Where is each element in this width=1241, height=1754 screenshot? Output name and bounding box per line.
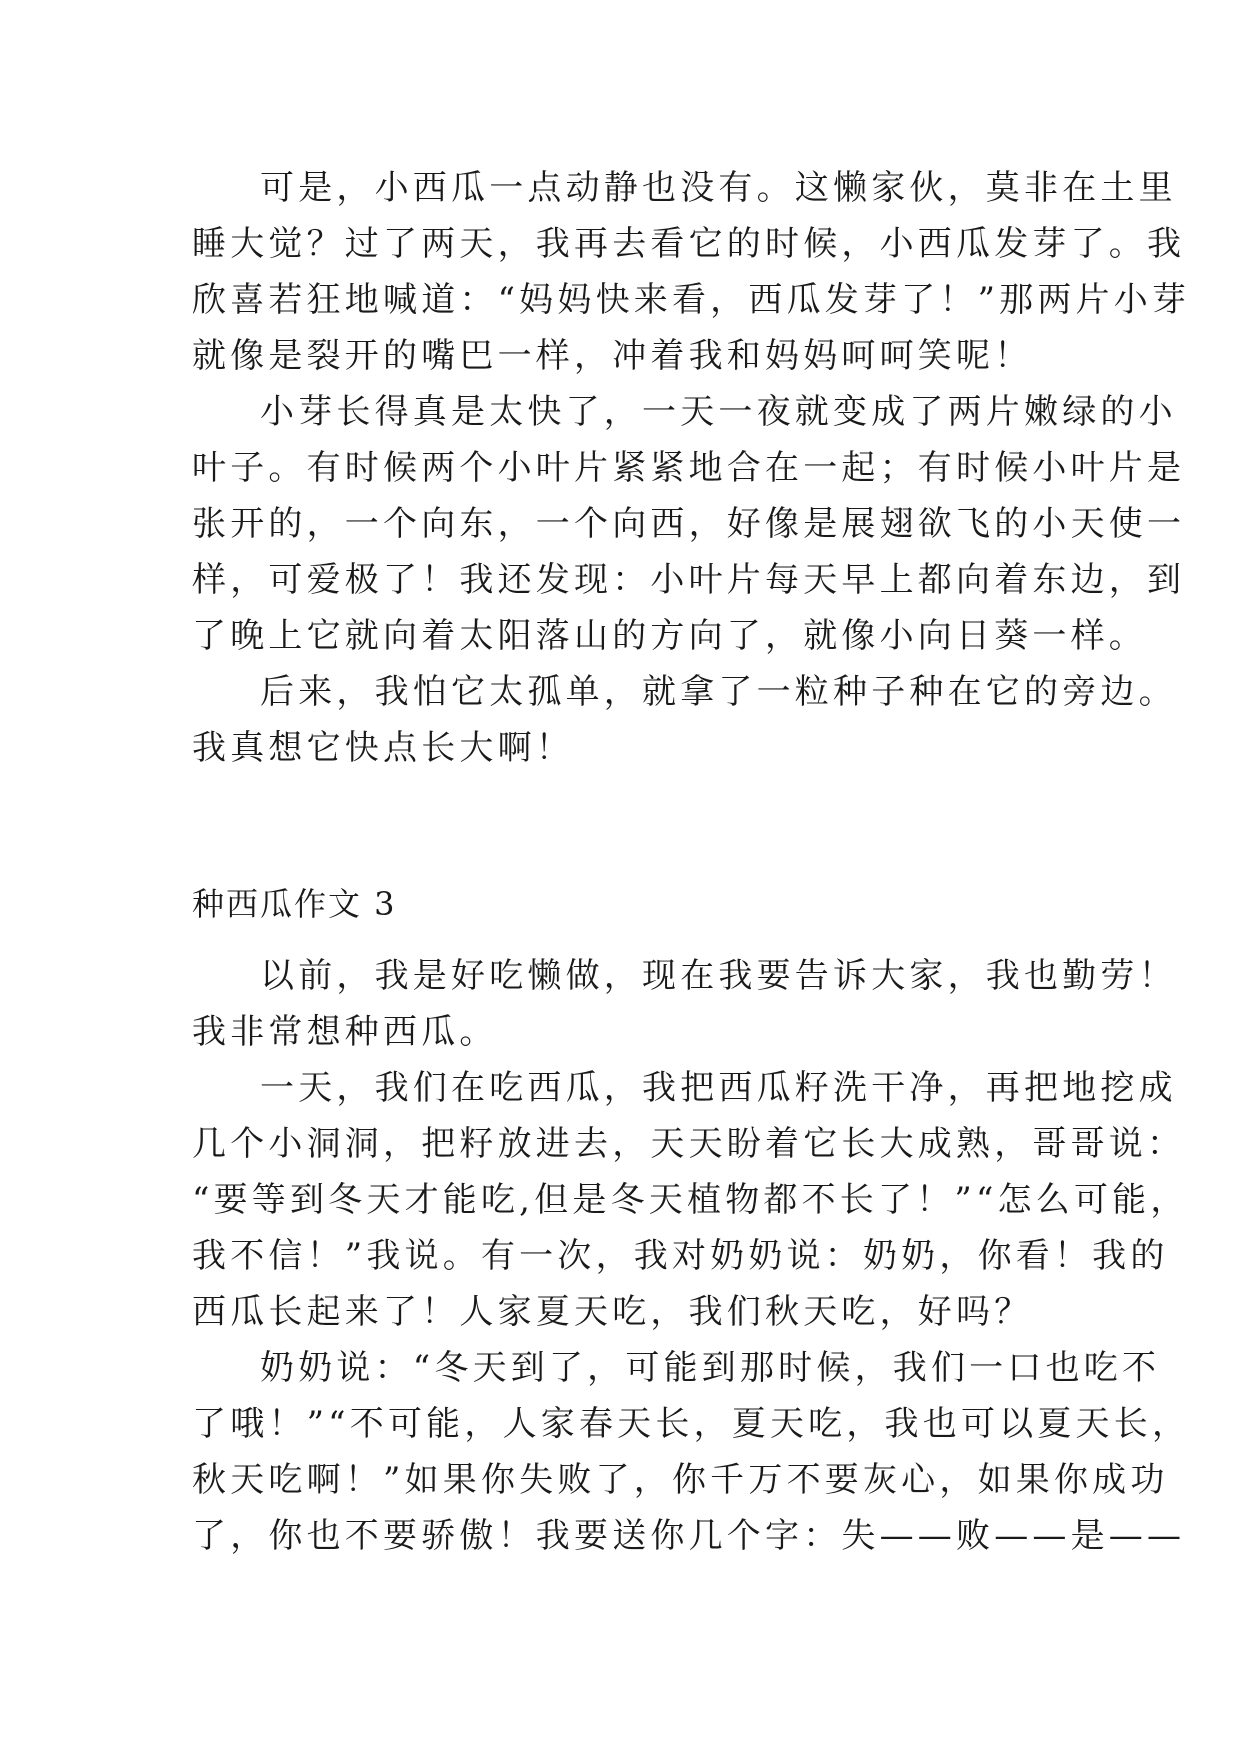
text-line: 睡大觉？过了两天，我再去看它的时候，小西瓜发芽了。我: [192, 224, 1186, 264]
text-line: 一天，我们在吃西瓜，我把西瓜籽洗干净，再把地挖成: [260, 1068, 1177, 1108]
text-line: 了，你也不要骄傲！我要送你几个字：失——败——是——: [192, 1516, 1186, 1556]
paragraph-watermelon-sleeping: [192, 160, 1191, 384]
heading-spacer: [192, 932, 1062, 948]
text-line: 了哦！”“不可能，人家春天长，夏天吃，我也可以夏天长，: [192, 1404, 1191, 1444]
text-line: 张开的，一个向东，一个向西，好像是展翅欲飞的小天使一: [192, 504, 1186, 544]
paragraph-another-seed: [192, 664, 1177, 776]
document-page: [192, 160, 1191, 1564]
text-line: 小芽长得真是太快了，一天一夜就变成了两片嫩绿的小: [260, 392, 1177, 432]
text-line: 以前，我是好吃懒做，现在我要告诉大家，我也勤劳！: [260, 956, 1177, 996]
text-line: 我真想它快点长大啊！: [192, 728, 574, 768]
text-line: 奶奶说：“冬天到了，可能到那时候，我们一口也吃不: [260, 1348, 1161, 1388]
paragraph-sprout-growing: [192, 384, 1186, 664]
paragraph-intro: [192, 948, 1177, 1060]
section-spacer: [192, 776, 1062, 876]
text-line: 我非常想种西瓜。: [192, 1012, 498, 1052]
section-heading: 种西瓜作文 3: [192, 885, 397, 923]
text-line: 我不信！”我说。有一次，我对奶奶说：奶奶，你看！我的: [192, 1236, 1169, 1276]
text-line: 了晚上它就向着太阳落山的方向了，就像小向日葵一样。: [192, 616, 1147, 656]
text-line: 欣喜若狂地喊道：“妈妈快来看，西瓜发芽了！”那两片小芽: [192, 280, 1191, 320]
paragraph-grandma-talk: [192, 1340, 1191, 1564]
text-line: 西瓜长起来了！人家夏天吃，我们秋天吃，好吗？: [192, 1292, 1033, 1332]
text-line: “要等到冬天才能吃,但是冬天植物都不长了！”“怎么可能，: [192, 1180, 1189, 1220]
paragraph-planting-seeds: [192, 1060, 1189, 1340]
text-line: 样，可爱极了！我还发现：小叶片每天早上都向着东边，到: [192, 560, 1186, 600]
text-line: 秋天吃啊！”如果你失败了，你千万不要灰心，如果你成功: [192, 1460, 1169, 1500]
text-line: 可是，小西瓜一点动静也没有。这懒家伙，莫非在土里: [260, 168, 1177, 208]
text-line: 后来，我怕它太孤单，就拿了一粒种子种在它的旁边。: [260, 672, 1177, 712]
text-line: 就像是裂开的嘴巴一样，冲着我和妈妈呵呵笑呢！: [192, 336, 1033, 376]
text-line: 叶子。有时候两个小叶片紧紧地合在一起；有时候小叶片是: [192, 448, 1186, 488]
text-line: 几个小洞洞，把籽放进去，天天盼着它长大成熟，哥哥说：: [192, 1124, 1186, 1164]
